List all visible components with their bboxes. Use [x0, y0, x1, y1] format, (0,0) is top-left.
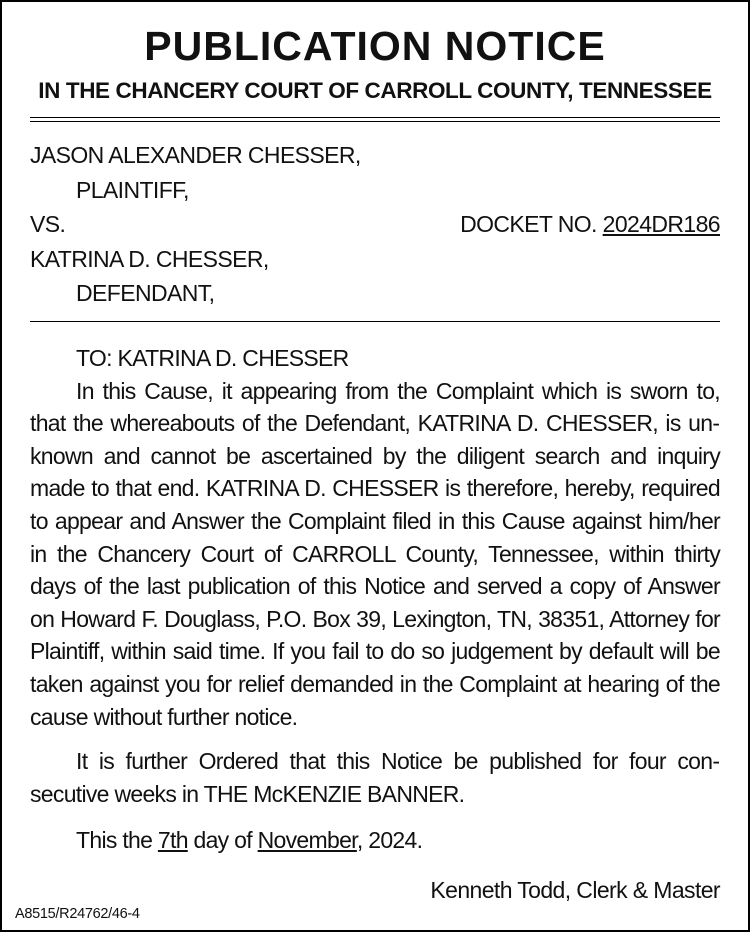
caption-divider [30, 321, 720, 322]
date-day: 7th [157, 827, 188, 854]
defendant-role: DEFENDANT, [76, 280, 215, 306]
date-month: November [257, 827, 357, 854]
versus-label: VS. [30, 211, 66, 237]
defendant-name: KATRINA D. CHESSER, [30, 245, 269, 272]
addressee-line: TO: KATRINA D. CHESSER [76, 345, 349, 371]
case-caption [30, 138, 720, 311]
versus-docket-row [30, 207, 720, 242]
clerk-signature: Kenneth Todd, Clerk & Master [430, 877, 720, 903]
reference-code: A8515/R24762/46-4 [15, 906, 140, 922]
date-middle: day of [187, 827, 258, 854]
docket-label: DOCKET NO. [460, 211, 597, 237]
publication-order-paragraph: It is further Ordered that this Notice be published for four consecutive weeks in THE McKENZIE BANNER. [30, 748, 720, 807]
notice-title: PUBLICATION NOTICE [144, 23, 606, 69]
docket-number: 2024DR186 [602, 211, 720, 237]
header-divider [30, 117, 720, 122]
court-name: IN THE CHANCERY COURT OF CARROLL COUNTY, TENNESSEE [38, 78, 712, 103]
date-suffix: , 2024. [356, 827, 423, 854]
docket [460, 207, 720, 242]
plaintiff-name: JASON ALEXANDER CHESSER, [30, 142, 361, 168]
notice-body [30, 342, 720, 857]
date-line [30, 824, 720, 857]
plaintiff-role: PLAINTIFF, [76, 176, 189, 203]
date-prefix: This the [76, 827, 158, 854]
complaint-paragraph: In this Cause, it appearing from the Complaint which is sworn to, that the whereabouts of the Defendant, KATRINA D. CHESSER, is unknown and cannot be ascertained by the diligent search and inquiry made to that end. KATRINA D. CHESSER is therefore, hereby, required to appear and Answer the Complaint filed in this Cause against him/​her in the Chancery Court of CARROLL County, Tennessee, within thirty days of the last publication of this Notice and served a copy of Answer on Howard F. Douglass, P.O. Box 39, Lexington, TN, 38351, Attorney for Plaintiff, within said time. If you fail to do so judgement by default will be taken against you for relief demanded in the Complaint at hearing of the cause without further notice. [30, 377, 720, 730]
